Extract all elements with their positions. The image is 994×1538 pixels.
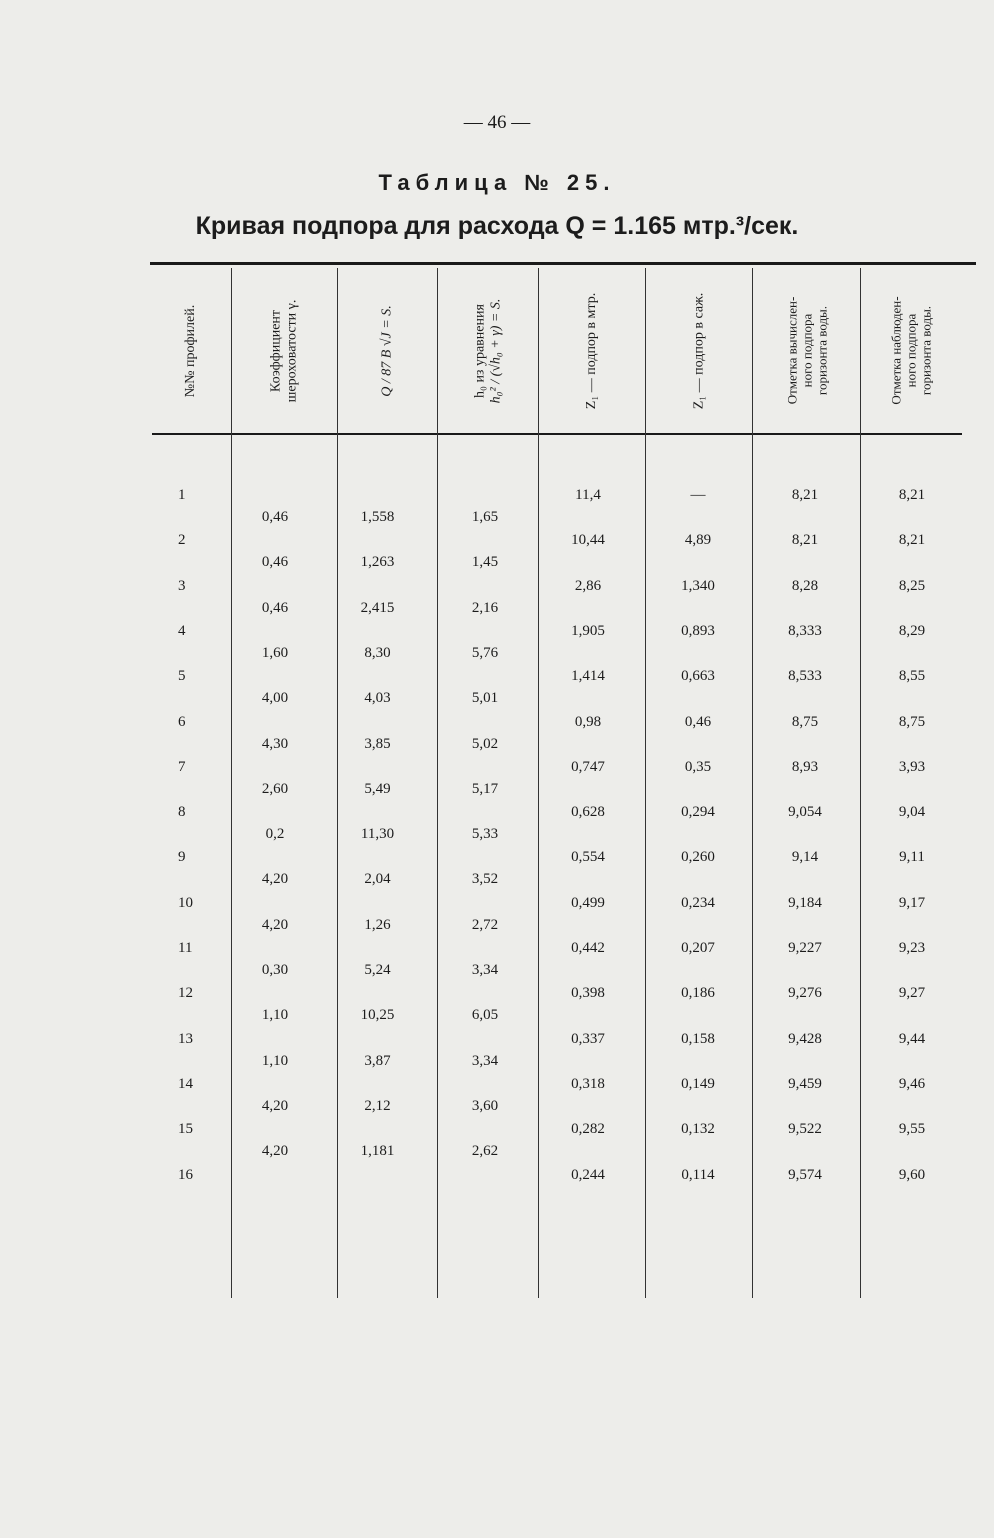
- s-value: 3,87: [364, 1052, 391, 1069]
- z-sazh-value: 0,207: [681, 940, 715, 956]
- profile-number: 5: [178, 668, 186, 685]
- z-m-value: 2,86: [574, 577, 602, 594]
- z-m-value: 0,318: [571, 1075, 605, 1092]
- z-m-value: 0,398: [571, 985, 605, 1002]
- h0-value: 1,65: [471, 509, 499, 525]
- z-sazh-value: 0,893: [681, 622, 715, 639]
- header-calc-level-label: [784, 297, 829, 405]
- gamma-value: 4,00: [261, 690, 289, 707]
- h0-value: 5,17: [471, 780, 499, 797]
- z-m-value: 0,628: [571, 804, 605, 821]
- header-roughness-line1: Коэффициент: [268, 309, 284, 392]
- gamma-value: 0,46: [261, 509, 289, 525]
- header-obs-line3: горизонта воды.: [919, 305, 934, 396]
- calc-level-value: 9,184: [788, 894, 822, 911]
- header-obs-line1: Отметка наблюден-: [889, 296, 904, 405]
- calc-level-value: 8,21: [791, 487, 819, 503]
- z-m-value: 0,337: [571, 1030, 605, 1047]
- table-subtitle: Кривая подпора для расхода Q = 1.165 мтр.³/сек.: [195, 212, 799, 240]
- obs-level-value: 9,55: [898, 1121, 926, 1138]
- h0-value: 6,05: [471, 1007, 499, 1024]
- s-value: 1,558: [360, 509, 395, 525]
- calc-level-value: 8,533: [788, 668, 822, 685]
- h0-value: 5,33: [471, 826, 499, 843]
- h0-value: 1,45: [471, 554, 499, 571]
- h0-value: 3,34: [471, 962, 499, 978]
- header-roughness: [232, 268, 337, 433]
- gamma-value: 0,30: [261, 962, 289, 978]
- s-value: 2,12: [364, 1097, 391, 1114]
- obs-level-value: 8,75: [898, 713, 926, 730]
- s-value: 1,26: [364, 916, 391, 933]
- profile-number: 14: [178, 1075, 193, 1092]
- gamma-value: 1,60: [261, 644, 289, 661]
- header-rule: [152, 433, 962, 435]
- z-sazh-value: 0,663: [681, 668, 715, 685]
- z-m-value: 11,4: [575, 487, 601, 503]
- gamma-value: 4,20: [261, 1097, 289, 1114]
- calc-level-value: 9,227: [788, 940, 822, 956]
- z-sazh-value: —: [690, 487, 706, 503]
- z-sazh-value: 0,260: [681, 849, 715, 866]
- z-m-value: 0,98: [574, 713, 602, 730]
- calc-level-value: 9,428: [788, 1030, 822, 1047]
- s-value: 10,25: [360, 1007, 395, 1024]
- obs-level-value: 9,23: [898, 940, 926, 956]
- obs-level-value: 9,44: [898, 1030, 926, 1047]
- profile-number: 1: [178, 487, 186, 503]
- profile-number: 11: [178, 940, 193, 956]
- header-h0: [438, 268, 538, 433]
- gamma-value: 0,46: [261, 554, 289, 571]
- header-calc-line3: горизонта воды.: [814, 305, 830, 396]
- obs-level-value: 3,93: [898, 758, 926, 775]
- header-h0-line1: h₀ из уравнения: [472, 303, 487, 398]
- z-m-value: 0,554: [571, 849, 605, 866]
- header-calc-level: [753, 268, 860, 433]
- profile-number: 12: [178, 985, 193, 1002]
- obs-level-value: 9,17: [898, 894, 926, 911]
- s-value: 11,30: [360, 826, 395, 843]
- gamma-value: 4,20: [261, 1143, 289, 1160]
- z-sazh-value: 1,340: [681, 577, 715, 594]
- s-value: 2,04: [364, 871, 391, 888]
- profile-number: 15: [178, 1121, 193, 1138]
- gamma-value: 4,30: [261, 735, 289, 752]
- calc-level-value: 8,333: [788, 622, 822, 639]
- gamma-value: 1,10: [261, 1007, 289, 1024]
- calc-level-value: 8,93: [791, 758, 819, 775]
- header-obs-line2: ного подпора: [904, 313, 919, 388]
- obs-level-value: 9,27: [898, 985, 926, 1002]
- s-value: 8,30: [364, 644, 391, 661]
- gamma-value: 4,20: [261, 916, 289, 933]
- z-sazh-value: 0,149: [681, 1075, 715, 1092]
- profile-number: 8: [178, 804, 186, 821]
- calc-level-value: 9,054: [788, 804, 822, 821]
- calc-level-value: 9,574: [788, 1166, 822, 1183]
- z-sazh-value: 0,132: [681, 1121, 715, 1138]
- header-z-m: [539, 268, 645, 433]
- header-roughness-label: [269, 299, 301, 402]
- calc-level-value: 8,21: [791, 532, 819, 549]
- z-m-value: 0,244: [571, 1166, 605, 1183]
- header-calc-line2: ного подпора: [799, 313, 815, 388]
- z-sazh-value: 0,294: [681, 804, 715, 821]
- z-m-value: 0,747: [571, 758, 605, 775]
- header-profile: [152, 268, 231, 433]
- h0-value: 5,02: [471, 735, 499, 752]
- s-value: 1,263: [360, 554, 395, 571]
- z-m-value: 0,499: [571, 894, 605, 911]
- header-z-sazh: [646, 268, 752, 433]
- profile-number: 13: [178, 1030, 193, 1047]
- obs-level-value: 8,25: [898, 577, 926, 594]
- profile-number: 10: [178, 894, 193, 911]
- h0-value: 5,76: [471, 644, 499, 661]
- h0-value: 2,72: [471, 916, 499, 933]
- profile-number: 6: [178, 713, 186, 730]
- s-value: 4,03: [364, 690, 391, 707]
- z-sazh-value: 0,234: [681, 894, 715, 911]
- profile-number: 9: [178, 849, 186, 866]
- header-roughness-line2: шероховатости γ.: [284, 299, 300, 402]
- h0-value: 5,01: [471, 690, 499, 707]
- z-m-value: 0,442: [571, 940, 605, 956]
- obs-level-value: 9,46: [898, 1075, 926, 1092]
- z-sazh-value: 0,35: [684, 758, 712, 775]
- header-ratio: [338, 268, 437, 433]
- header-obs-level-label: [889, 296, 934, 404]
- z-m-value: 1,905: [571, 622, 605, 639]
- s-value: 2,415: [360, 599, 395, 616]
- top-rule: [150, 262, 976, 265]
- z-sazh-value: 0,186: [681, 985, 715, 1002]
- s-value: 5,49: [364, 780, 391, 797]
- obs-level-value: 8,21: [898, 532, 926, 549]
- page-number: — 46 —: [463, 112, 531, 133]
- header-profile-label: №№ профилей.: [183, 304, 199, 397]
- obs-level-value: 8,29: [898, 622, 926, 639]
- calc-level-value: 9,522: [788, 1121, 822, 1138]
- calc-level-value: 9,459: [788, 1075, 822, 1092]
- s-value: 1,181: [360, 1143, 395, 1160]
- header-calc-line1: Отметка вычислен-: [784, 296, 800, 405]
- obs-level-value: 8,55: [898, 668, 926, 685]
- table-title: Таблица № 25.: [378, 170, 616, 195]
- header-h0-label: [472, 298, 504, 403]
- gamma-value: 0,2: [265, 826, 285, 843]
- calc-level-value: 9,14: [791, 849, 819, 866]
- obs-level-value: 9,04: [898, 804, 926, 821]
- profile-number: 7: [178, 758, 186, 775]
- h0-value: 3,34: [471, 1052, 499, 1069]
- gamma-value: 0,46: [261, 599, 289, 616]
- z-m-value: 10,44: [571, 532, 605, 549]
- calc-level-value: 8,75: [791, 713, 819, 730]
- gamma-value: 1,10: [261, 1052, 289, 1069]
- calc-level-value: 9,276: [788, 985, 822, 1002]
- gamma-value: 2,60: [261, 780, 289, 797]
- z-sazh-value: 0,158: [681, 1030, 715, 1047]
- s-value: 3,85: [364, 735, 391, 752]
- header-z-m-label: Z₁ — подпор в мтр.: [584, 292, 599, 409]
- profile-number: 16: [178, 1166, 193, 1183]
- obs-level-value: 9,60: [898, 1166, 926, 1183]
- gamma-value: 4,20: [261, 871, 289, 888]
- z-m-value: 0,282: [571, 1121, 605, 1138]
- z-m-value: 1,414: [571, 668, 605, 685]
- profile-number: 3: [178, 577, 186, 594]
- obs-level-value: 9,11: [899, 849, 925, 866]
- profile-number: 2: [178, 532, 186, 549]
- obs-level-value: 8,21: [898, 487, 926, 503]
- z-sazh-value: 0,46: [684, 713, 712, 730]
- header-h0-formula: h₀² / (√h₀ + γ) = S.: [488, 298, 503, 403]
- header-obs-level: [861, 268, 962, 433]
- header-z-sazh-label: Z₁ — подпор в саж.: [691, 292, 706, 409]
- h0-value: 2,16: [471, 599, 499, 616]
- h0-value: 2,62: [471, 1143, 499, 1160]
- h0-value: 3,60: [471, 1097, 499, 1114]
- s-value: 5,24: [364, 962, 391, 978]
- z-sazh-value: 0,114: [681, 1166, 715, 1183]
- z-sazh-value: 4,89: [684, 532, 712, 549]
- profile-number: 4: [178, 622, 186, 639]
- header-ratio-formula: Q / 87 B √J = S.: [379, 304, 395, 397]
- h0-value: 3,52: [471, 871, 499, 888]
- calc-level-value: 8,28: [791, 577, 819, 594]
